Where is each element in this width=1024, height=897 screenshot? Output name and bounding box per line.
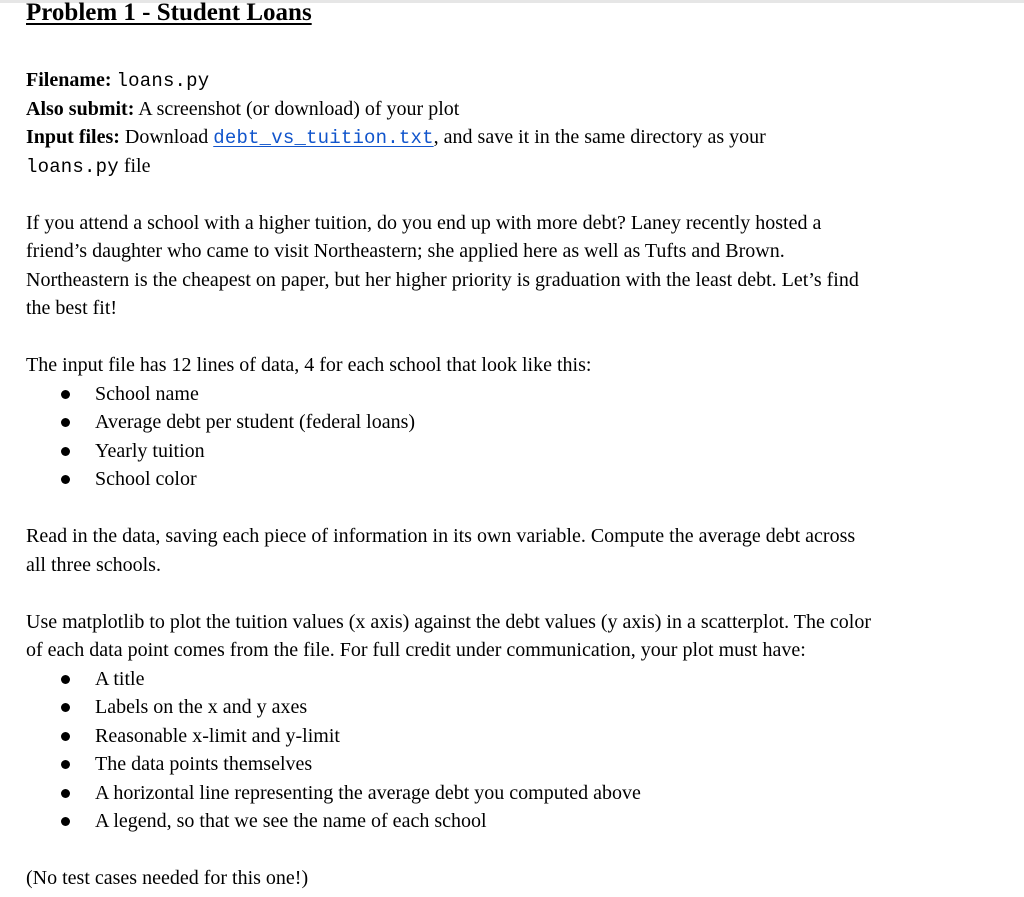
- bullet-icon: [61, 817, 70, 826]
- also-submit-line: [26, 95, 986, 124]
- plot-requirements-list: [26, 665, 986, 836]
- bullet-icon: [61, 703, 70, 712]
- intro-line: Northeastern is the cheapest on paper, but her higher priority is graduation with the least debt. Let’s find: [26, 268, 859, 291]
- bullet-icon: [61, 390, 70, 399]
- bullet-icon: [61, 732, 70, 741]
- input-file-link[interactable]: debt_vs_tuition.txt: [213, 127, 434, 149]
- bullet-icon: [61, 789, 70, 798]
- list-item: A legend, so that we see the name of each school: [26, 807, 986, 836]
- also-submit-label: Also submit:: [26, 97, 135, 120]
- list-item: Average debt per student (federal loans): [26, 408, 986, 437]
- page-title: Problem 1 - Student Loans: [26, 0, 312, 26]
- read-description-line: Read in the data, saving each piece of information in its own variable. Compute the average debt across: [26, 525, 856, 547]
- plot-description-line: Use matplotlib to plot the tuition values (x axis) against the debt values (y axis) in a scatterplot. The color: [26, 610, 871, 633]
- list-item: Yearly tuition: [26, 437, 986, 466]
- list-item: A horizontal line representing the average debt you computed above: [26, 779, 986, 808]
- bullet-icon: [61, 760, 70, 769]
- read-description-line: all three schools.: [26, 553, 161, 576]
- bullet-icon: [61, 675, 70, 684]
- filename-label: Filename:: [26, 69, 112, 91]
- bullet-icon: [61, 447, 70, 456]
- input-format-list: [26, 380, 986, 494]
- filename-line: [26, 66, 986, 95]
- document-body: [26, 66, 986, 893]
- input-files-line-2: [26, 152, 986, 181]
- input-description-heading: The input file has 12 lines of data, 4 for each school that look like this:: [26, 354, 592, 376]
- list-item: Labels on the x and y axes: [26, 693, 986, 722]
- list-item: School name: [26, 380, 986, 409]
- bullet-icon: [61, 418, 70, 427]
- list-item: A title: [26, 665, 986, 694]
- list-item: Reasonable x-limit and y-limit: [26, 722, 986, 751]
- filename-value: loans.py: [116, 70, 210, 92]
- list-item: The data points themselves: [26, 750, 986, 779]
- intro-line: If you attend a school with a higher tuition, do you end up with more debt? Laney recently hosted a: [26, 211, 822, 234]
- input-files-suffix: , and save it in the same directory as your: [433, 126, 766, 148]
- input-files-end: file: [118, 154, 151, 177]
- intro-line: friend’s daughter who came to visit Northeastern; she applied here as well as Tufts and Brown.: [26, 240, 785, 262]
- input-files-line: [26, 123, 986, 152]
- bullet-icon: [61, 475, 70, 484]
- intro-line: the best fit!: [26, 297, 118, 319]
- footer-note: (No test cases needed for this one!): [26, 867, 309, 889]
- list-item: School color: [26, 465, 986, 494]
- also-submit-value: A screenshot (or download) of your plot: [138, 97, 460, 120]
- input-files-file: loans.py: [26, 155, 119, 178]
- plot-description-line: of each data point comes from the file. For full credit under communication, your plot must have:: [26, 639, 806, 661]
- input-files-label: Input files:: [26, 126, 120, 148]
- input-files-prefix: Download: [124, 126, 214, 148]
